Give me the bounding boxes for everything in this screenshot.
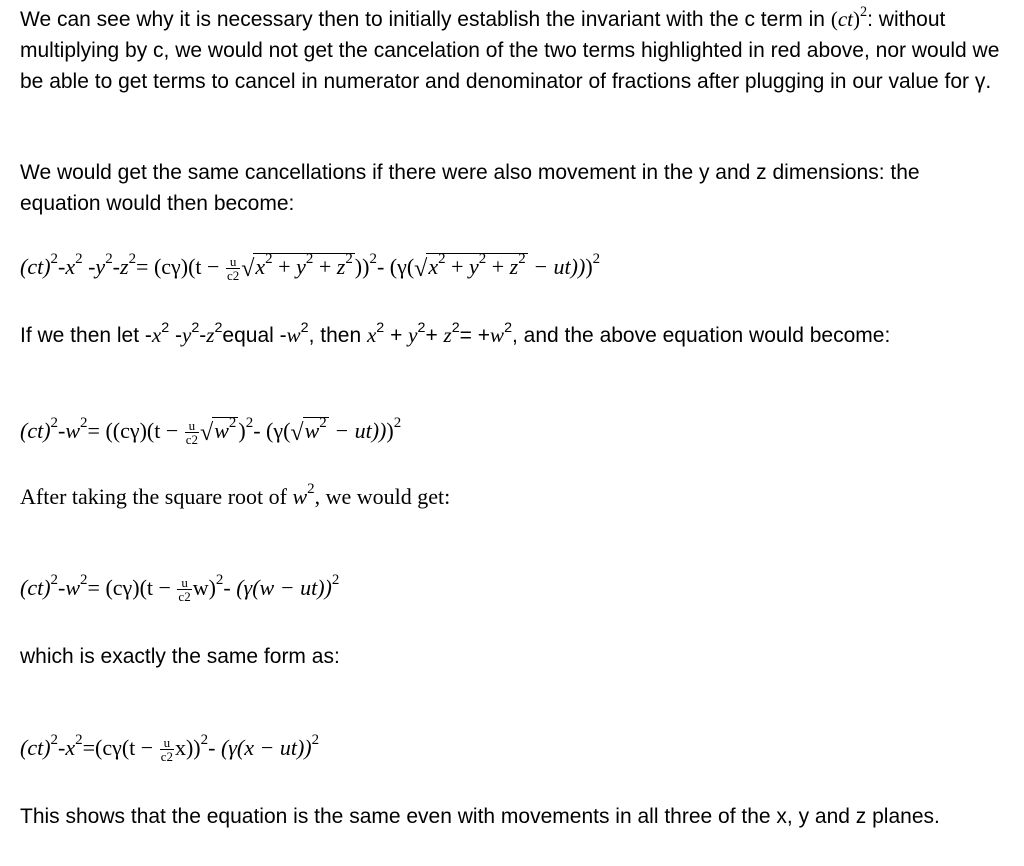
sqrt-icon: √	[290, 420, 304, 446]
text: We can see why it is necessary then to initially establish the invariant with the c term in	[20, 8, 831, 31]
equation-x: $(ct)^2-x^2=(c\gamma(t$ − $\frac{u}{c2}$ x))$^2$- $(\gamma(x - ut))^2$	[20, 732, 320, 764]
sqrt-icon: √	[241, 256, 255, 282]
text: : without multiplying by c, we would not get the cancelation of the two terms highlighted in red above, nor would we be able to get terms to cancel in numerator and denominator of fractions after plugging in our value for γ.	[20, 8, 1000, 93]
equation-xyz: $(ct)^2-x^2$ $-y^2-z^2= (c\gamma)(t$ − $\frac{u}{c2}$ $√x^2 + y^2 + z^2))^2-$ $(\gamma(√x^2 + y^2 + z^2 - ut)))^2$	[20, 251, 601, 283]
paragraph-let-w: If we then let $-x^2$ $-y^2-z^2equal$ $-w^2$, then $x^2 + y^2+ z^2= +w^2$, and the above equation would become:	[20, 319, 891, 347]
paragraph-same-form: which is exactly the same form as:	[20, 645, 340, 668]
paragraph-conclusion: This shows that the equation is the same even with movements in all three of the x, y and z planes.	[20, 805, 940, 828]
paragraph-yz-movement: We would get the same cancellations if there were also movement in the y and z dimensions: the equation would then become:	[20, 161, 920, 215]
equation-w: $(ct)^2-w^2= ((c\gamma)(t$ − $\frac{u}{c2}$ $√w^2)^2-$ $(\gamma(√w^2 - ut)))^2$	[20, 415, 402, 447]
fraction-u-over-c2: $\frac{u}{c2}$	[178, 575, 191, 604]
sqrt-icon: √	[414, 256, 428, 282]
paragraph-invariant	[20, 4, 1005, 97]
fraction-u-over-c2: $\frac{u}{c2}$	[185, 418, 199, 447]
fraction-u-over-c2: $\frac{u}{c2}$	[160, 735, 173, 764]
inline-math-ct-squared: (ct)$^2$	[830, 3, 868, 31]
sqrt-icon: √	[200, 420, 214, 446]
fraction-u-over-c2: $\frac{u}{c2}$	[226, 254, 240, 283]
equation-w-root: $(ct)^2-w^2= (c\gamma)(t$ − $\frac{u}{c2}$ w)$^2$- $(\gamma(w - ut))^2$	[20, 572, 340, 604]
paragraph-square-root: After taking the square root of $w^2$, we would get:	[20, 481, 451, 509]
